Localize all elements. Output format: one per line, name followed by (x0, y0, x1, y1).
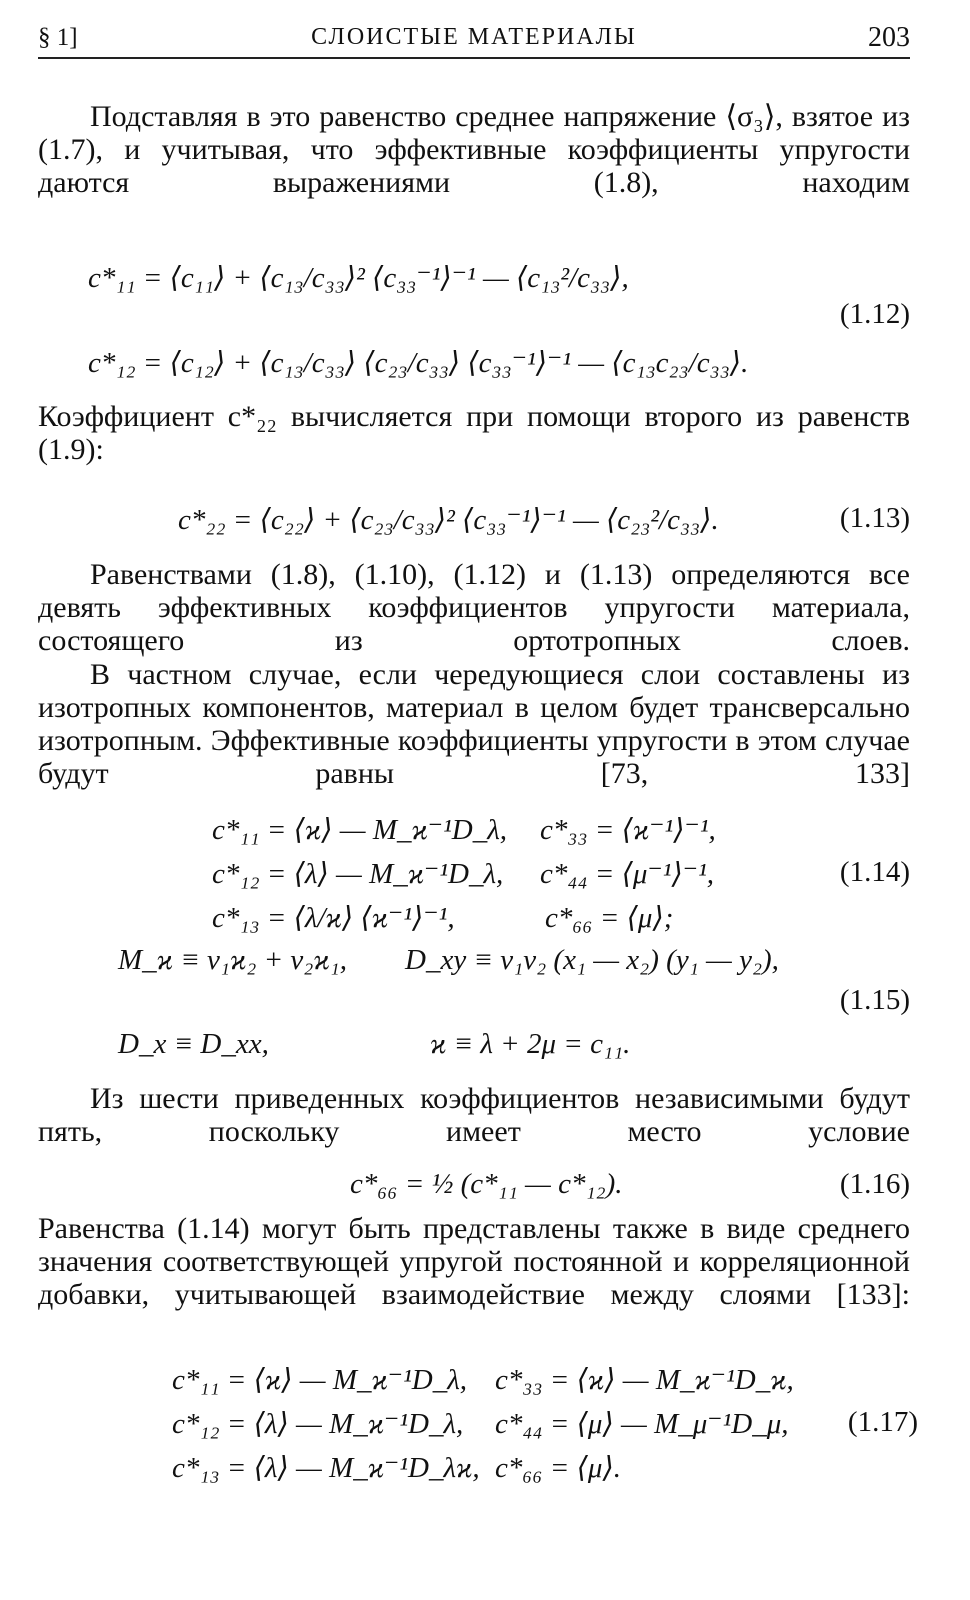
paragraph-5: Из шести приведенных коэффициентов независимыми будут пять, поскольку имеет место условие (38, 1082, 910, 1148)
paragraph-6: Равенства (1.14) могут быть представлены также в виде среднего значения соответствующей упругой постоянной и корреляционной добавки, учитывающей взаимодействие между слоями [133]: (38, 1212, 910, 1311)
equation-1-15-a: M_ϰ ≡ v₁ϰ₂ + v₂ϰ₁, (118, 944, 348, 976)
equation-1-17-a: c*₁₁ = ⟨ϰ⟩ — M_ϰ⁻¹D_λ, (172, 1364, 468, 1396)
equation-1-14-d: c*₄₄ = ⟨μ⁻¹⟩⁻¹, (540, 858, 715, 890)
equation-1-15-b: D_xy ≡ v₁v₂ (x₁ — x₂) (y₁ — y₂), (405, 944, 779, 976)
equation-1-17-e: c*₁₃ = ⟨λ⟩ — M_ϰ⁻¹D_λϰ, (172, 1452, 480, 1484)
equation-1-14-f: c*₆₆ = ⟨μ⟩; (545, 902, 674, 934)
equation-1-14-c: c*₁₂ = ⟨λ⟩ — M_ϰ⁻¹D_λ, (212, 858, 504, 890)
running-title: СЛОИСТЫЕ МАТЕРИАЛЫ (311, 24, 637, 50)
equation-1-16: c*₆₆ = ½ (c*₁₁ — c*₁₂). (350, 1168, 623, 1200)
equation-1-13: c*₂₂ = ⟨c₂₂⟩ + ⟨c₂₃/c₃₃⟩² ⟨c₃₃⁻¹⟩⁻¹ — ⟨c₂₃²/c₃₃⟩. (178, 504, 719, 536)
paragraph-4: В частном случае, если чередующиеся слои составлены из изотропных компонентов, материал в целом будет трансверсально изотропным. Эффективные коэффициенты упругости в этом случае будут равны [73, 133] (38, 658, 910, 790)
header-rule (38, 57, 910, 59)
equation-1-17-d: c*₄₄ = ⟨μ⟩ — M_μ⁻¹D_μ, (495, 1408, 789, 1440)
equation-1-12-b: c*₁₂ = ⟨c₁₂⟩ + ⟨c₁₃/c₃₃⟩ ⟨c₂₃/c₃₃⟩ ⟨c₃₃⁻¹⟩⁻¹ — ⟨c₁₃c₂₃/c₃₃⟩. (88, 347, 749, 379)
running-header (38, 14, 910, 58)
section-marker: § 1] (38, 24, 78, 51)
equation-number-1-13: (1.13) (839, 502, 910, 534)
page-number: 203 (868, 22, 910, 53)
equation-number-1-17: (1.17) (847, 1406, 918, 1438)
paragraph-1: Подставляя в это равенство среднее напряжение ⟨σ₃⟩, взятое из (1.7), и учитывая, что эффективные коэффициенты упругости даются выражениями (1.8), находим (38, 100, 910, 199)
equation-number-1-14: (1.14) (839, 856, 910, 888)
paragraph-2: Коэффициент c*₂₂ вычисляется при помощи второго из равенств (1.9): (38, 400, 910, 466)
equation-number-1-12: (1.12) (839, 298, 910, 330)
equation-number-1-15: (1.15) (839, 984, 910, 1016)
equation-1-17-c: c*₁₂ = ⟨λ⟩ — M_ϰ⁻¹D_λ, (172, 1408, 464, 1440)
paragraph-3: Равенствами (1.8), (1.10), (1.12) и (1.13) определяются все девять эффективных коэффициентов упругости материала, состоящего из ортотропных слоев. (38, 558, 910, 657)
equation-1-15-d: ϰ ≡ λ + 2μ = c₁₁. (430, 1028, 631, 1060)
equation-1-12-a: c*₁₁ = ⟨c₁₁⟩ + ⟨c₁₃/c₃₃⟩² ⟨c₃₃⁻¹⟩⁻¹ — ⟨c₁₃²/c₃₃⟩, (88, 262, 629, 294)
equation-number-1-16: (1.16) (839, 1168, 910, 1200)
equation-1-17-f: c*₆₆ = ⟨μ⟩. (495, 1452, 622, 1484)
equation-1-14-a: c*₁₁ = ⟨ϰ⟩ — M_ϰ⁻¹D_λ, (212, 814, 508, 846)
equation-1-15-c: D_x ≡ D_xx, (118, 1028, 269, 1060)
equation-1-14-e: c*₁₃ = ⟨λ/ϰ⟩ ⟨ϰ⁻¹⟩⁻¹, (212, 902, 455, 934)
equation-1-17-b: c*₃₃ = ⟨ϰ⟩ — M_ϰ⁻¹D_ϰ, (495, 1364, 794, 1396)
equation-1-14-b: c*₃₃ = ⟨ϰ⁻¹⟩⁻¹, (540, 814, 716, 846)
